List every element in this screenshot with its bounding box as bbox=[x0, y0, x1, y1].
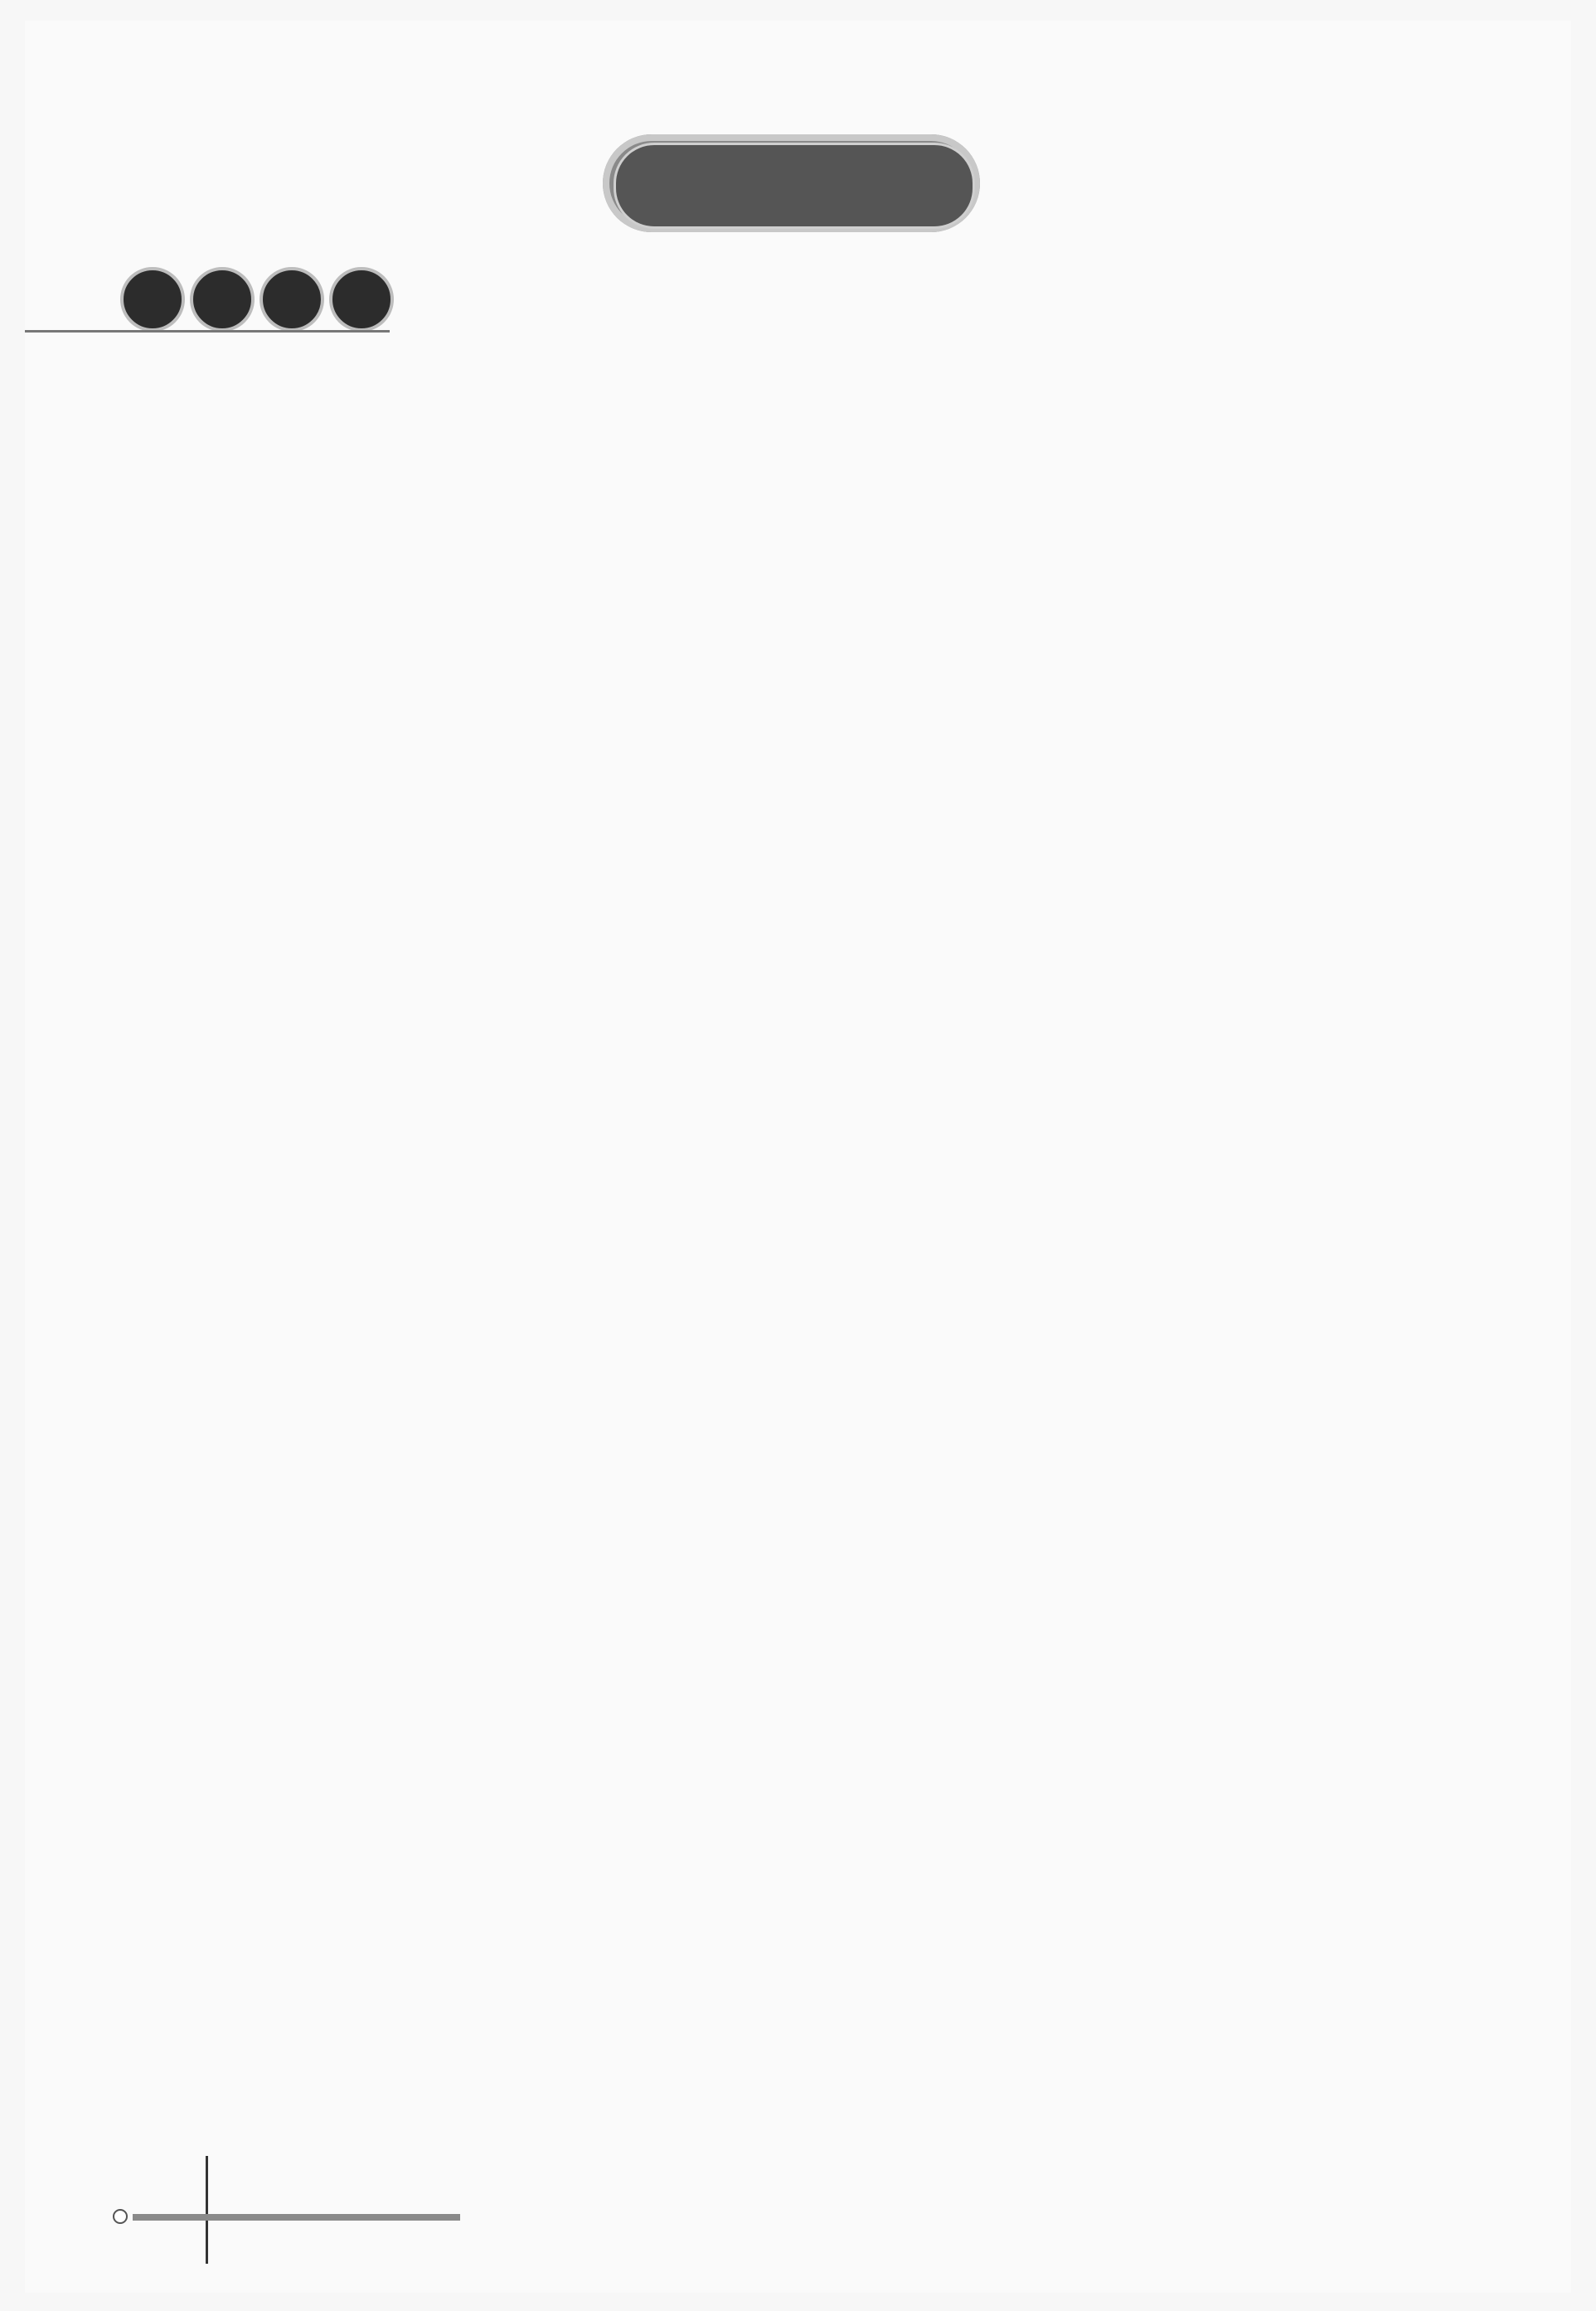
footer-rule bbox=[133, 2214, 460, 2221]
footer-divider bbox=[206, 2156, 208, 2264]
badge-1 bbox=[120, 267, 185, 332]
footer-dot bbox=[113, 2209, 128, 2224]
unit-title bbox=[614, 143, 975, 229]
divider bbox=[25, 330, 390, 333]
badge-3 bbox=[260, 267, 324, 332]
badge-2 bbox=[190, 267, 255, 332]
page bbox=[25, 21, 1571, 2293]
section-badges bbox=[120, 267, 394, 332]
badge-4 bbox=[329, 267, 394, 332]
